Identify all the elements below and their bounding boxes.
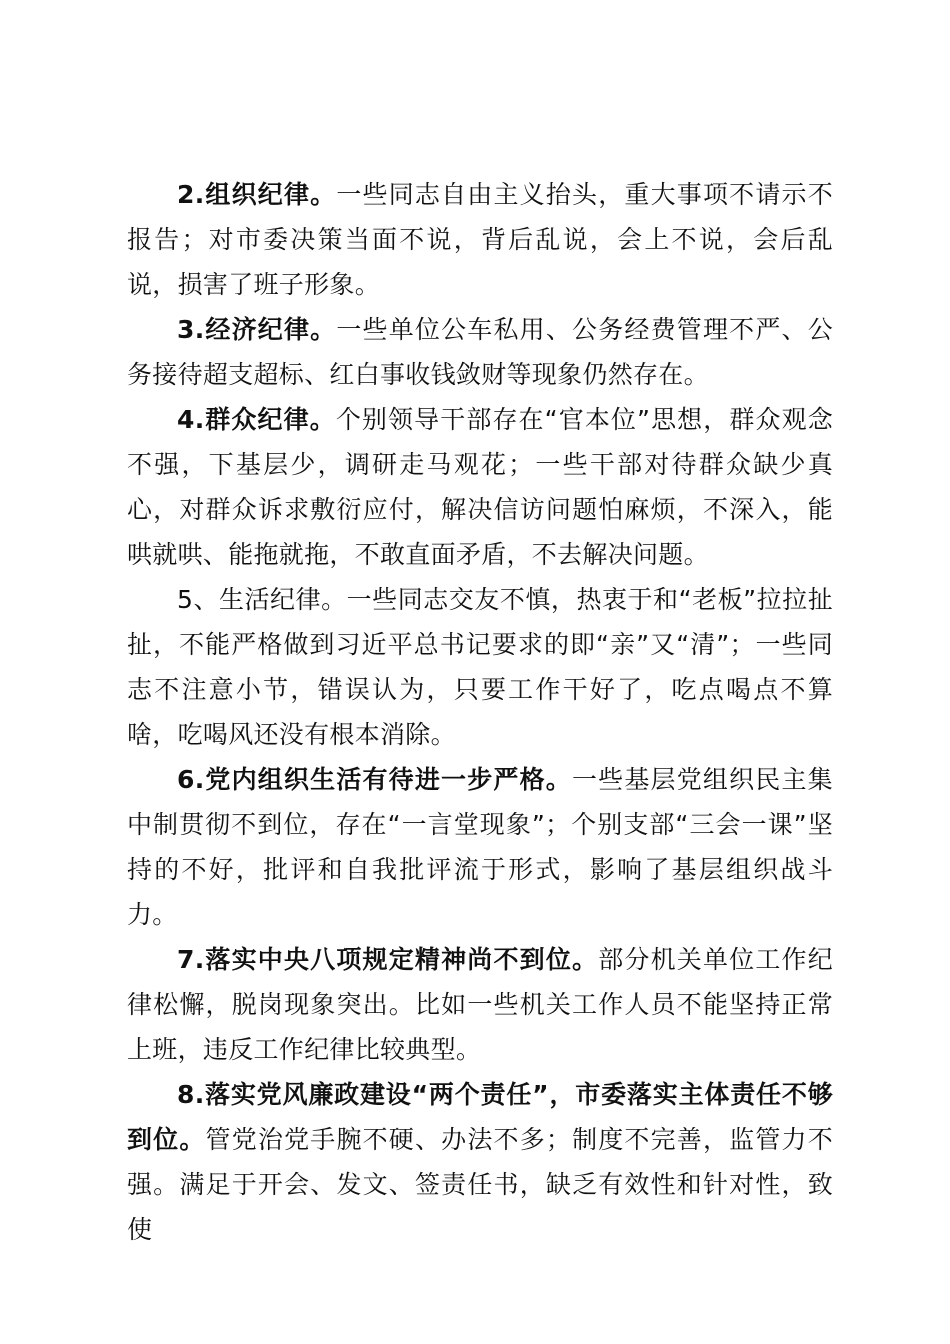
paragraph-text: 一些同志自由主义抬头，重大事项不请示不报告；对市委决策当面不说，背后乱说，会上不说，会后乱说，损害了班子形象。 (127, 180, 834, 299)
paragraph-text: 个别领导干部存在“官本位”思想，群众观念不强，下基层少，调研走马观花；一些干部对待群众缺少真心，对群众诉求敷衍应付，解决信访问题怕麻烦，不深入，能哄就哄、能拖就拖，不敢直面矛盾，不去解决问题。 (127, 405, 834, 569)
paragraph-text: 部分机关单位工作纪律松懈，脱岗现象突出。比如一些机关工作人员不能坚持正常上班，违反工作纪律比较典型。 (127, 945, 834, 1064)
paragraph-heading: 4.群众纪律。 (177, 405, 336, 434)
paragraph-organizational-discipline (127, 172, 833, 307)
paragraph-life-discipline (127, 577, 833, 757)
paragraph-eight-rules (127, 937, 833, 1072)
paragraph-heading: 8.落实党风廉政建设“两个责任”，市委落实主体责任不够到位。 (127, 1080, 833, 1154)
paragraph-economic-discipline (127, 307, 833, 397)
paragraph-two-responsibilities (127, 1072, 833, 1252)
paragraph-text: 5、生活纪律。一些同志交友不慎，热衷于和“老板”拉拉扯扯，不能严格做到习近平总书记要求的即“亲”又“清”；一些同志不注意小节，错误认为，只要工作干好了，吃点喝点不算啥，吃喝风还没有根本消除。 (127, 585, 833, 749)
paragraph-text: 一些基层党组织民主集中制贯彻不到位，存在“一言堂现象”；个别支部“三会一课”坚持的不好，批评和自我批评流于形式，影响了基层组织战斗力。 (127, 765, 833, 929)
paragraph-party-life (127, 757, 833, 937)
paragraph-heading: 6.党内组织生活有待进一步严格。 (177, 765, 572, 794)
paragraph-text: 一些单位公车私用、公务经费管理不严、公务接待超支超标、红白事收钱敛财等现象仍然存在。 (127, 315, 834, 389)
paragraph-heading: 7.落实中央八项规定精神尚不到位。 (177, 945, 599, 974)
paragraph-mass-discipline (127, 397, 833, 577)
document-body (127, 172, 833, 1252)
paragraph-heading: 3.经济纪律。 (177, 315, 337, 344)
paragraph-heading: 2.组织纪律。 (177, 180, 337, 209)
paragraph-text: 管党治党手腕不硬、办法不多；制度不完善，监管力不强。满足于开会、发文、签责任书，缺乏有效性和针对性，致使 (127, 1125, 833, 1244)
